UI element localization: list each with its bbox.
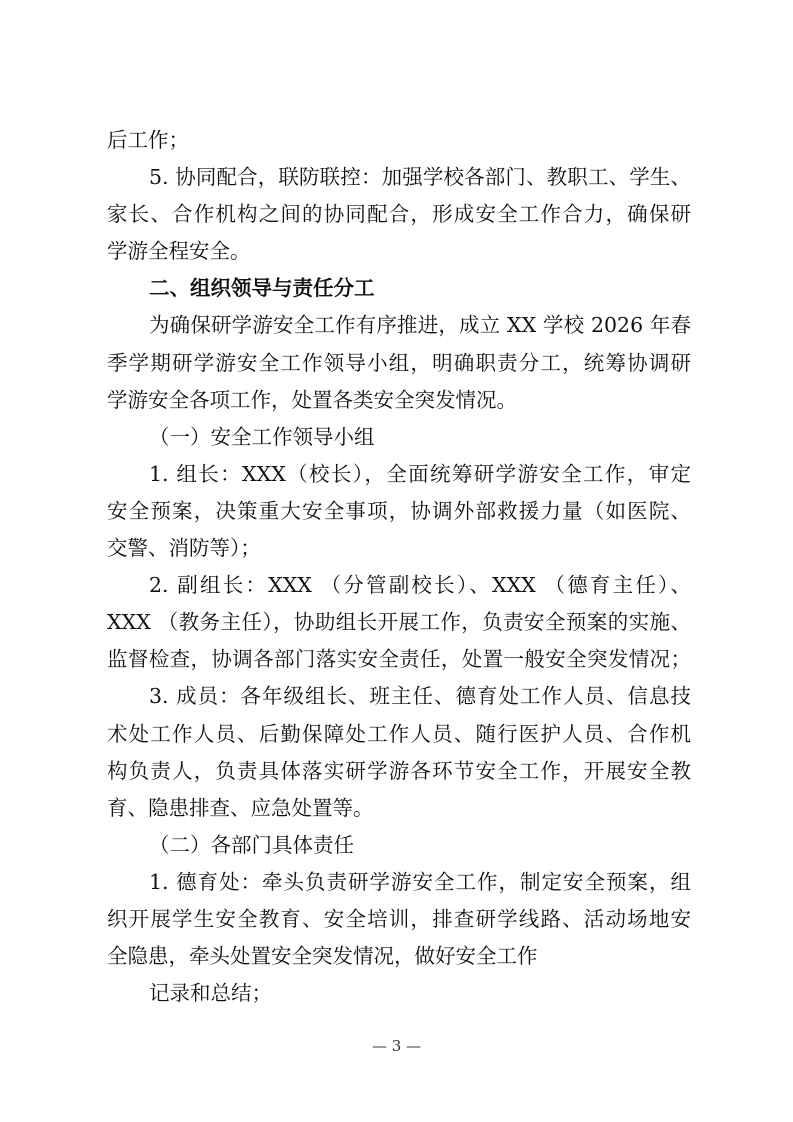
paragraph-line: 监督检查，协调各部门落实安全责任，处置一般安全突发情况； xyxy=(107,647,691,672)
paragraph-line: 术处工作人员、后勤保障处工作人员、随行医护人员、合作机 xyxy=(107,721,691,746)
section-heading: 二、组织领导与责任分工 xyxy=(149,276,375,301)
subsection-heading: （二）各部门具体责任 xyxy=(149,832,354,857)
paragraph-line: 为确保研学游安全工作有序推进，成立 XX 学校 2026 年春 xyxy=(149,313,691,338)
subsection-heading: （一）安全工作领导小组 xyxy=(149,424,375,449)
paragraph-line: 后工作； xyxy=(107,128,189,152)
page-number: — 3 — xyxy=(371,1037,422,1055)
paragraph-line: 交警、消防等）； xyxy=(107,536,261,561)
paragraph-line: 安全预案，决策重大安全事项，协调外部救援力量（如医院、 xyxy=(107,498,691,523)
paragraph-line: 记录和总结； xyxy=(149,981,272,1006)
paragraph-line: 育、隐患排查、应急处置等。 xyxy=(107,795,374,820)
paragraph-line: 构负责人，负责具体落实研学游各环节安全工作，开展安全教 xyxy=(107,758,691,783)
paragraph-line: 学游安全各项工作，处置各类安全突发情况。 xyxy=(107,387,517,412)
paragraph-line: 全隐患，牵头处置安全突发情况，做好安全工作 xyxy=(107,944,538,969)
paragraph-line: 3. 成员：各年级组长、班主任、德育处工作人员、信息技 xyxy=(149,684,691,709)
paragraph-line: 学游全程安全。 xyxy=(107,239,251,264)
paragraph-line: 1. 组长：XXX（校长），全面统筹研学游安全工作，审定 xyxy=(149,461,691,486)
paragraph-line: 家长、合作机构之间的协同配合，形成安全工作合力，确保研 xyxy=(107,202,691,227)
paragraph-line: XXX （教务主任），协助组长开展工作，负责安全预案的实施、 xyxy=(107,610,691,635)
paragraph-line: 5. 协同配合，联防联控：加强学校各部门、教职工、学生、 xyxy=(149,165,691,190)
paragraph-line: 织开展学生安全教育、安全培训，排查研学线路、活动场地安 xyxy=(107,906,691,931)
paragraph-line: 2. 副组长：XXX （分管副校长）、XXX （德育主任）、 xyxy=(149,573,691,598)
paragraph-line: 季学期研学游安全工作领导小组，明确职责分工，统筹协调研 xyxy=(107,350,691,375)
document-body xyxy=(107,122,691,1012)
paragraph-line: 1. 德育处：牵头负责研学游安全工作，制定安全预案，组 xyxy=(149,869,691,894)
